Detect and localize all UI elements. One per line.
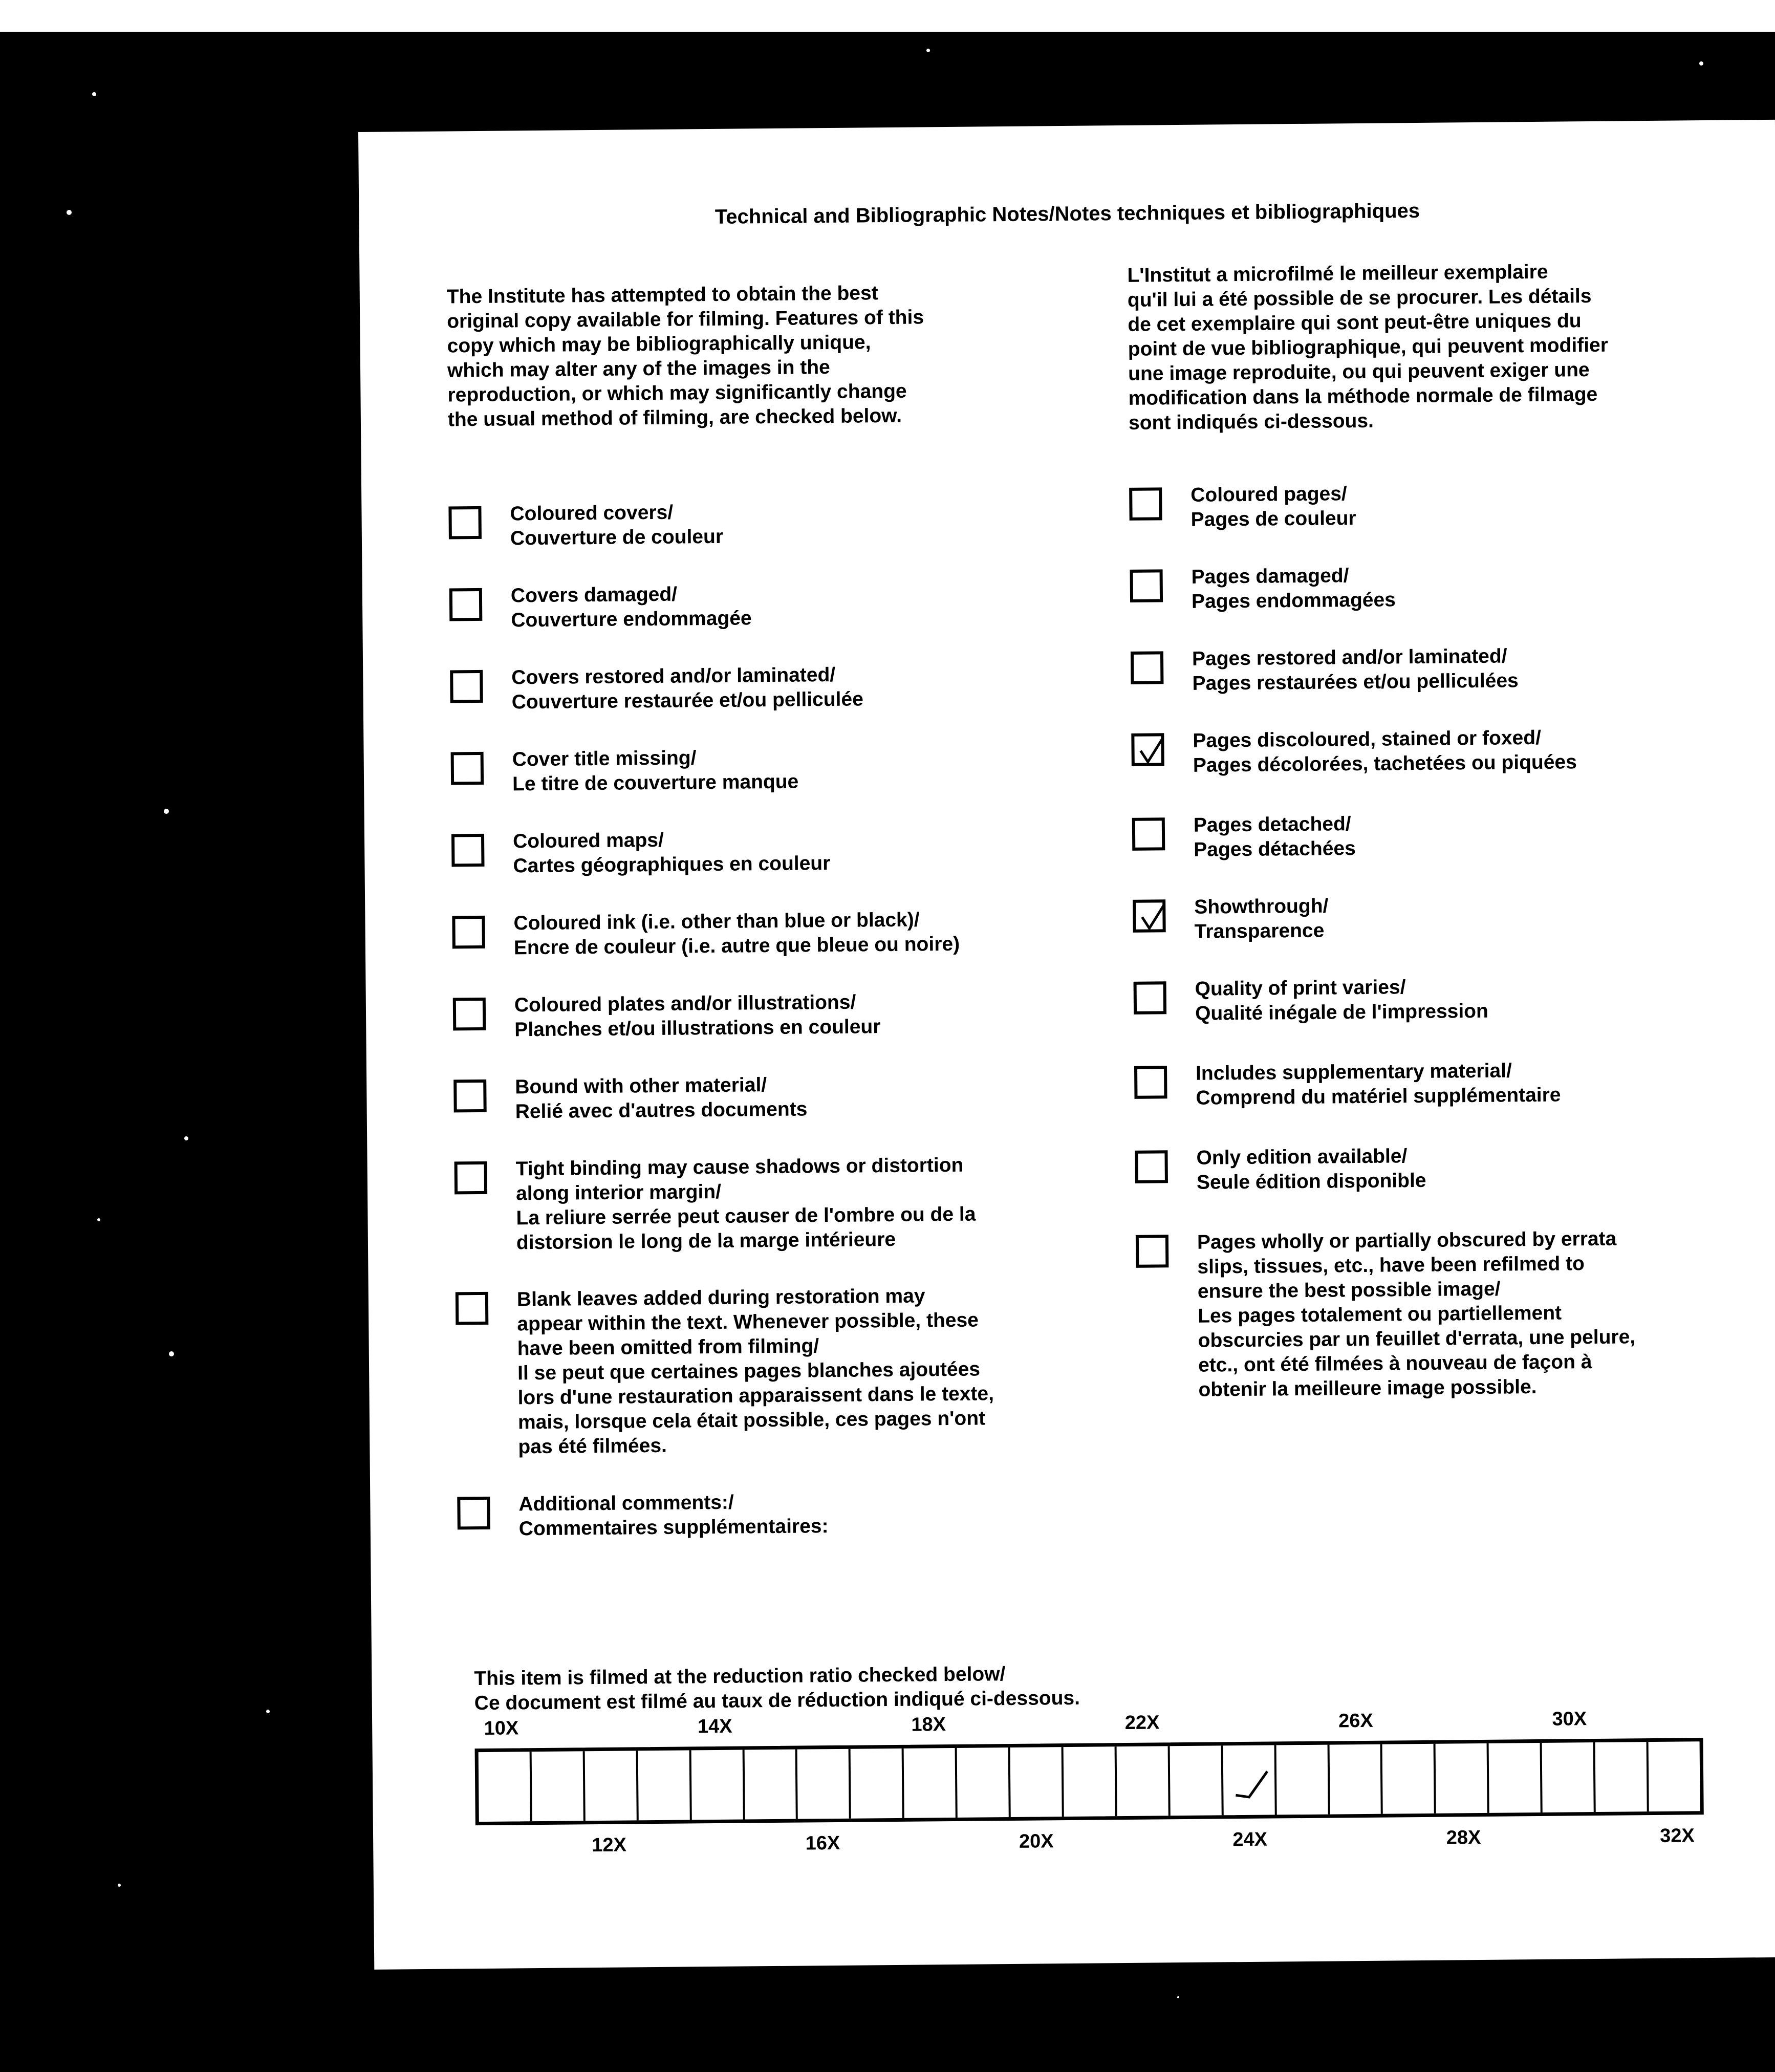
ratio-cell[interactable] — [532, 1751, 586, 1821]
checklist-label — [515, 1152, 1095, 1256]
checkbox[interactable] — [452, 916, 485, 949]
intro-fr-line: qu'il lui a été possible de se procurer. Les détails — [1127, 285, 1592, 311]
ratio-cell[interactable] — [1595, 1742, 1649, 1812]
checklist-label-line: Le titre de couverture manque — [512, 770, 799, 795]
ratio-cell[interactable] — [1116, 1746, 1170, 1816]
checklist-label-line: Encre de couleur (i.e. autre que bleue ou noire) — [513, 933, 960, 959]
ratio-cell[interactable] — [851, 1749, 904, 1819]
ratio-label: 22X — [1124, 1712, 1160, 1734]
checklist-label — [514, 988, 1093, 1043]
checklist-label-line: Pages restored and/or laminated/ — [1192, 645, 1507, 670]
ratio-label: 28X — [1446, 1826, 1481, 1849]
checklist-label — [511, 661, 1090, 715]
checkbox[interactable] — [1131, 651, 1164, 684]
intro-fr-line: point de vue bibliographique, qui peuvent modifier — [1128, 334, 1609, 360]
checklist-label-line: Blank leaves added during restoration may — [516, 1285, 925, 1311]
right-checklist-item — [1136, 1225, 1767, 1403]
left-checklist-item — [448, 497, 1089, 552]
ratio-cell[interactable] — [1436, 1743, 1489, 1814]
reduction-ratio-section — [474, 1656, 1728, 1857]
checklist-label — [511, 579, 1090, 633]
checklist-label-line: Additional comments:/ — [518, 1491, 734, 1516]
checklist-label — [510, 497, 1089, 551]
ratio-cell[interactable] — [744, 1750, 798, 1820]
reduction-ratio-grid — [475, 1738, 1704, 1825]
checklist-label-line: Coloured ink (i.e. other than blue or black)/ — [513, 909, 920, 935]
checkbox[interactable] — [1131, 733, 1164, 766]
checkbox[interactable] — [1130, 569, 1163, 602]
checkbox[interactable] — [450, 670, 483, 703]
left-checklist-item — [456, 1283, 1097, 1460]
ratio-label: 30X — [1552, 1708, 1587, 1730]
right-checklist-item — [1129, 478, 1759, 533]
ratio-label: 18X — [911, 1714, 946, 1736]
ratio-label: 26X — [1338, 1710, 1373, 1732]
intro-fr-line: L'Institut a microfilmé le meilleur exemplaire — [1127, 261, 1548, 287]
left-checklist-item — [457, 1487, 1097, 1542]
checkbox[interactable] — [453, 1080, 487, 1113]
dust-speck — [97, 1218, 100, 1221]
dust-speck — [184, 1136, 188, 1140]
ratio-cell[interactable] — [904, 1748, 958, 1818]
dust-speck — [67, 210, 72, 215]
checklist-label-line: Pages wholly or partially obscured by errata — [1197, 1227, 1617, 1254]
intro-en-line: which may alter any of the images in the — [447, 356, 830, 382]
left-checklist-item — [449, 579, 1090, 634]
checklist-label-line: Coloured pages/ — [1190, 483, 1347, 506]
ratio-cell[interactable] — [1382, 1744, 1436, 1814]
dust-speck — [926, 49, 930, 52]
intro-en-line: the usual method of filming, are checked below. — [447, 404, 902, 431]
checklist-label-line: Only edition available/ — [1196, 1145, 1408, 1169]
ratio-cell[interactable] — [1489, 1743, 1543, 1813]
right-checklist-item — [1130, 560, 1760, 615]
checklist-label-line: slips, tissues, etc., have been refilmed to — [1197, 1253, 1585, 1278]
checkbox[interactable] — [451, 834, 485, 867]
checklist-label-line: Couverture de couleur — [510, 525, 724, 550]
intro-french — [1127, 258, 1753, 436]
checklist-label-line: Couverture restaurée et/ou pelliculée — [511, 688, 863, 714]
check-mark-icon — [1233, 1768, 1270, 1802]
checkbox[interactable] — [457, 1497, 490, 1530]
checklist-label-line: Commentaires supplémentaires: — [518, 1515, 829, 1540]
checklist-label — [515, 1070, 1094, 1125]
ratio-cell[interactable] — [691, 1750, 745, 1820]
checklist-label-line: Quality of print varies/ — [1195, 976, 1406, 1000]
checklist-label — [518, 1487, 1097, 1542]
top-margin-strip — [0, 0, 1775, 32]
checkbox[interactable] — [1136, 1235, 1169, 1268]
checklist-label-line: Coloured covers/ — [510, 501, 674, 525]
checklist-label-line: etc., ont été filmées à nouveau de façon à — [1198, 1351, 1592, 1376]
left-checklist-item — [453, 988, 1093, 1043]
checkbox[interactable] — [1133, 899, 1166, 933]
left-checklist-item — [453, 1070, 1094, 1125]
checklist-label-line: Pages detached/ — [1193, 813, 1351, 836]
checkbox[interactable] — [453, 998, 486, 1031]
ratio-cell[interactable] — [1648, 1741, 1700, 1811]
dust-speck — [266, 1710, 270, 1713]
checklist-label-line: Il se peut que certaines pages blanches ajoutées — [517, 1358, 981, 1385]
left-checklist-item — [451, 743, 1091, 797]
ratio-cell[interactable] — [1010, 1747, 1064, 1817]
checklist-label-line: lors d'une restauration apparaissent dans le texte, — [517, 1383, 994, 1409]
checklist-label — [1196, 1056, 1764, 1111]
check-mark-icon — [1139, 904, 1165, 934]
checklist-label — [512, 743, 1091, 797]
checklist-label — [1192, 642, 1761, 696]
checklist-label — [1194, 890, 1763, 944]
checklist-label-line: Showthrough/ — [1194, 895, 1329, 918]
ratio-cell[interactable] — [638, 1750, 691, 1820]
dust-speck — [164, 809, 169, 814]
left-checklist-item — [450, 661, 1090, 716]
page-title: Technical and Bibliographic Notes/Notes techniques et bibliographiques — [715, 199, 1420, 228]
intro-fr-line: sont indiqués ci-dessous. — [1128, 409, 1374, 434]
intro-fr-line: une image reproduite, ou qui peuvent exiger une — [1128, 359, 1590, 385]
checklist-label — [1195, 972, 1763, 1026]
checkbox[interactable] — [451, 752, 484, 785]
checklist-label-line: Coloured maps/ — [512, 829, 664, 853]
checklist-label — [513, 907, 1092, 961]
ratio-cell[interactable] — [1223, 1745, 1276, 1815]
checklist-label-line: Pages de couleur — [1190, 507, 1356, 531]
checklist-label — [1191, 560, 1760, 614]
checkbox[interactable] — [1129, 487, 1162, 521]
check-mark-icon — [1137, 738, 1164, 767]
intro-en-line: reproduction, or which may significantly change — [447, 380, 907, 406]
checklist-label-line: Planches et/ou illustrations en couleur — [514, 1016, 881, 1041]
dust-speck — [1177, 1996, 1179, 1998]
right-checklist-item — [1135, 1141, 1765, 1196]
checklist-label-line: Covers restored and/or laminated/ — [511, 663, 836, 689]
checklist-label — [1196, 1141, 1765, 1195]
checklist-label-line: Relié avec d'autres documents — [515, 1098, 808, 1123]
ratio-cell[interactable] — [797, 1749, 851, 1819]
checklist-label-line: Qualité inégale de l'impression — [1195, 1000, 1489, 1025]
notes-page — [358, 120, 1775, 1970]
checkbox[interactable] — [448, 506, 482, 539]
checklist-label-line: Pages endommagées — [1191, 589, 1396, 613]
checklist-label-line: Pages décolorées, tachetées ou piquées — [1193, 751, 1577, 776]
ratio-label: 14X — [697, 1715, 732, 1738]
dust-speck — [118, 1884, 121, 1887]
ratio-cell[interactable] — [957, 1747, 1011, 1818]
checklist-label-line: Pages restaurées et/ou pelliculées — [1192, 670, 1519, 695]
left-checklist-item — [452, 907, 1092, 961]
left-checklist-item — [454, 1152, 1095, 1256]
ratio-cell[interactable] — [585, 1751, 638, 1821]
ratio-cell[interactable] — [1276, 1745, 1330, 1815]
checklist-label-line: obtenir la meilleure image possible. — [1198, 1376, 1537, 1401]
intro-en-line: original copy available for filming. Features of this — [447, 306, 924, 333]
checklist-label-line: Bound with other material/ — [515, 1074, 767, 1098]
intro-en-line: copy which may be bibliographically unique, — [447, 331, 871, 357]
checklist-label-line: Transparence — [1194, 919, 1325, 943]
checklist-label-line: ensure the best possible image/ — [1197, 1278, 1501, 1303]
checklist-label-line: obscurcies par un feuillet d'errata, une pelure, — [1198, 1326, 1636, 1352]
checklist-label-line: along interior margin/ — [515, 1180, 722, 1205]
checkbox[interactable] — [1134, 1066, 1167, 1099]
checklist-label-line: pas été filmées. — [518, 1434, 667, 1458]
dust-speck — [92, 92, 96, 96]
checklist-label-line: Includes supplementary material/ — [1195, 1060, 1512, 1085]
checklist-label-line: Tight binding may cause shadows or distortion — [515, 1154, 964, 1180]
checklist-label-line: Cartes géographiques en couleur — [513, 852, 831, 877]
checklist-label-line: Les pages totalement ou partiellement — [1198, 1302, 1562, 1327]
checklist-label-line: Coloured plates and/or illustrations/ — [514, 991, 856, 1017]
ratio-label: 32X — [1659, 1825, 1695, 1847]
intro-fr-line: modification dans la méthode normale de filmage — [1128, 383, 1598, 409]
checklist-label — [1190, 478, 1759, 532]
ratio-cell[interactable] — [1542, 1742, 1596, 1812]
right-checklist-item — [1133, 972, 1763, 1027]
dust-speck — [169, 1351, 174, 1356]
reduction-line-en: This item is filmed at the reduction ratio checked below/ — [474, 1663, 1006, 1690]
checkbox[interactable] — [1134, 981, 1167, 1015]
left-checklist-item — [451, 825, 1092, 879]
checklist-label-line: Pages damaged/ — [1191, 565, 1349, 588]
checklist-label-line: have been omitted from filming/ — [517, 1335, 819, 1360]
dust-speck — [819, 1955, 821, 1958]
checkbox[interactable] — [454, 1161, 488, 1195]
checkbox[interactable] — [449, 588, 483, 621]
checkbox[interactable] — [1135, 1150, 1168, 1183]
checklist-label-line: mais, lorsque cela était possible, ces pages n'ont — [517, 1407, 986, 1434]
checklist-label-line: appear within the text. Whenever possible, these — [517, 1309, 979, 1335]
right-checklist-item — [1131, 642, 1761, 697]
checklist-label-line: Covers damaged/ — [510, 583, 678, 607]
checklist-label — [513, 825, 1092, 879]
checklist-label — [517, 1283, 1097, 1460]
ratio-cell[interactable] — [479, 1752, 532, 1822]
right-checklist-item — [1132, 808, 1762, 863]
checklist-label-line: Cover title missing/ — [512, 747, 697, 771]
checklist-label — [1194, 808, 1762, 862]
intro-english — [447, 279, 1077, 433]
reduction-line-fr: Ce document est filmé au taux de réduction indiqué ci-dessous. — [474, 1687, 1080, 1715]
checklist-label-line: Pages discoloured, stained or foxed/ — [1193, 726, 1542, 752]
right-checklist-item — [1133, 890, 1763, 945]
checkbox[interactable] — [1132, 817, 1165, 851]
ratio-cell[interactable] — [1064, 1746, 1117, 1817]
ratio-label: 20X — [1019, 1830, 1054, 1852]
intro-en-line: The Institute has attempted to obtain the best — [446, 282, 878, 308]
checkbox[interactable] — [456, 1292, 489, 1325]
checklist-label-line: Couverture endommagée — [511, 607, 752, 632]
checklist-label — [1193, 724, 1761, 778]
ratio-label: 12X — [592, 1834, 627, 1857]
checklist-label-line: Comprend du matériel supplémentaire — [1196, 1084, 1561, 1109]
dust-speck — [1699, 61, 1703, 66]
ratio-label: 16X — [805, 1832, 840, 1854]
checklist-label-line: distorsion le long de la marge intérieure — [516, 1228, 896, 1254]
checklist-label-line: Seule édition disponible — [1196, 1169, 1426, 1194]
intro-fr-line: de cet exemplaire qui sont peut-être uniques du — [1128, 310, 1582, 336]
ratio-cell[interactable] — [1329, 1744, 1383, 1815]
checklist-label — [1197, 1225, 1767, 1402]
ratio-label: 10X — [484, 1717, 519, 1739]
dust-speck — [650, 220, 653, 223]
right-checklist-item — [1131, 724, 1761, 779]
ratio-label: 24X — [1232, 1828, 1268, 1851]
checklist-label-line: La reliure serrée peut causer de l'ombre ou de la — [516, 1203, 976, 1229]
right-checklist-item — [1134, 1056, 1764, 1111]
ratio-cell[interactable] — [1170, 1745, 1223, 1816]
checklist-label-line: Pages détachées — [1194, 837, 1356, 861]
